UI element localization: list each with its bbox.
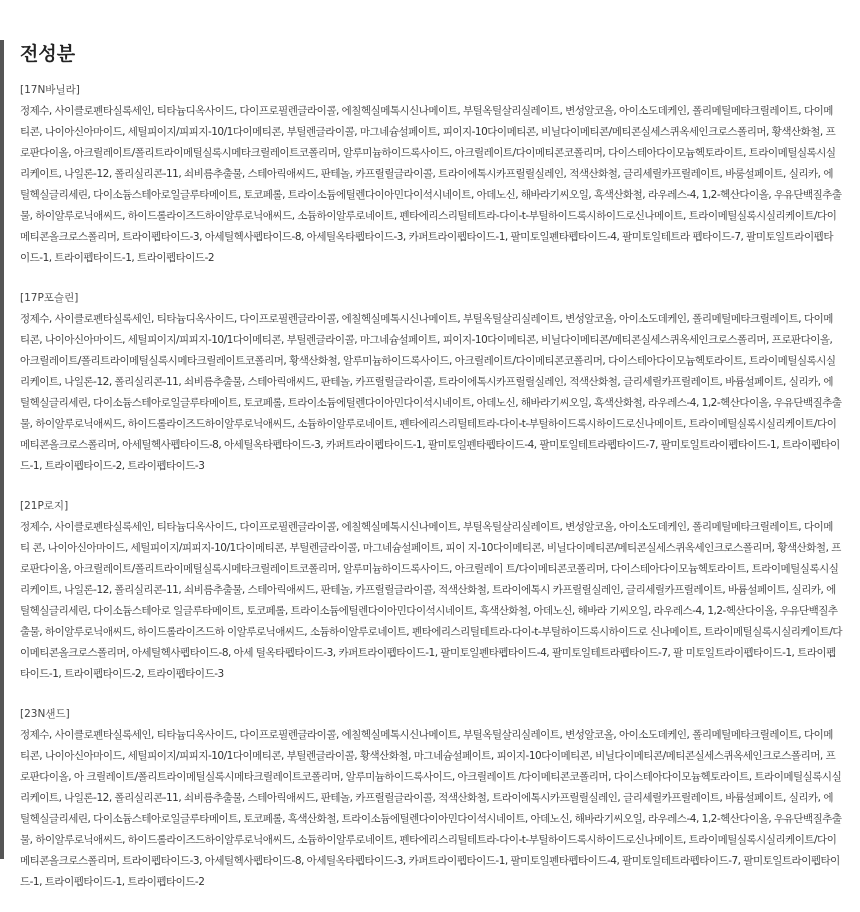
- left-accent-bar: [0, 40, 4, 859]
- ingredient-section-17p: [20, 288, 842, 477]
- section-heading: [23N샌드]: [20, 708, 70, 720]
- page-title: 전성분: [20, 43, 76, 65]
- section-heading: [17P포슬린]: [20, 292, 79, 304]
- ingredient-section-17n: [20, 80, 842, 269]
- section-heading: [17N바닐라]: [20, 84, 80, 96]
- ingredients-content: [20, 36, 842, 912]
- ingredient-list: 정제수, 사이클로펜타실록세인, 티타늄디옥사이드, 다이프로필렌글라이콜, 에칠헥실메톡시신나메이트, 부틸옥틸살리실레이트, 변성알코올, 아이소도데케인, 폴리메틸메타크릴레이트, 다이메티콘, 나이아신아마이드, 세틸피이지/피피지-10/1다이메티콘, 부틸렌글라이콜, 황색산화철, 마그네슘설페이트, 피이지-10다이메티콘, 비닐다이메티콘/메티콘실세스퀴옥세인크로스폴리머, 프로판다이올, 아 크릴레이트/폴리트라이메틸실록시메타크릴레이트코폴리머, 알루미늄하이드록사이드, 아크릴레이트 /다이메티콘코폴리머, 다이스테아다이모늄헥토라이트, 트라이메틸실록시실리케이트, 나일론-12, 폴리실리콘-11, 쇠비름추출물, 스테아릭애씨드, 판테놀, 카프릴릴글라이콜, 적색산화철, 트라이에톡시카프릴릴실레인, 글리세릴카프릴레이트, 바륨설페이트, 실리카, 에틸헥실글리세린, 다이소듐스테아로일글루타메이트, 토코페롤, 흑색산화철, 트라이소듐에틸렌다이아민다이석시네이트, 아데노신, 해바라기씨오일, 라우레스-4, 1,2-헥산다이올, 우유단백질추출물, 하이알루로닉애씨드, 하이드롤라이즈드하이알루로닉애씨드, 소듐하이알루로네이트, 펜타에리스리틸테트라-다이-t-부틸하이드록시하이드로신나메이트, 트라이메틸실록시실리케이트/다이메티콘올크로스폴리머, 트라이펩타이드-3, 아세틸헥사펩타이드-8, 아세틸옥타펩타이드-3, 카퍼트라이펩타이드-1, 팔미토일펜타펩타이드-4, 팔미토일테트라펩타이드-7, 팔미토일트라이펩타이드-1, 트라이펩타이드-1, 트라이펩타이드-2: [20, 729, 842, 888]
- ingredient-section-21p: [20, 496, 842, 685]
- ingredient-list: 정제수, 사이클로펜타실록세인, 티타늄디옥사이드, 다이프로필렌글라이콜, 에칠헥실메톡시신나메이트, 부틸옥틸살리실레이트, 변성알코올, 아이소도데케인, 폴리메틸메타크릴레이트, 다이메티 콘, 나이아신아마이드, 세틸피이지/피피지-10/1다이메티콘, 부틸렌글라이콜, 마그네슘설페이트, 피이 지-10다이메티콘, 비닐다이메티콘/메티콘실세스퀴옥세인크로스폴리머, 황색산화철, 프로판다이올, 아크릴레이트/폴리트라이메틸실록시메타크릴레이트코폴리머, 알루미늄하이드록사이드, 아크릴레이 트/다이메티콘코폴리머, 다이스테아다이모늄헥토라이트, 트라이메틸실록시실리케이트, 나일론-12, 폴리실리콘-11, 쇠비름추출물, 스테아릭애씨드, 판테놀, 카프릴릴글라이콜, 적색산화철, 트라이에톡시 카프릴릴실레인, 글리세릴카프릴레이트, 바륨설페이트, 실리카, 에틸헥실글리세린, 다이소듐스테아로 일글루타메이트, 토코페롤, 트라이소듐에틸렌다이아민다이석시네이트, 흑색산화철, 아데노신, 해바라 기씨오일, 라우레스-4, 1,2-헥산다이올, 우유단백질추출물, 하이알루로닉애씨드, 하이드롤라이즈드하 이알루로닉애씨드, 소듐하이알루로네이트, 펜타에리스리틸테트라-다이-t-부틸하이드록시하이드로 신나메이트, 트라이메틸실록시실리케이트/다이메티콘올크로스폴리머, 아세틸헥사펩타이드-8, 아세 틸옥타펩타이드-3, 카퍼트라이펩타이드-1, 팔미토일펜타펩타이드-4, 팔미토일테트라펩타이드-7, 팔 미토일트라이펩타이드-1, 트라이펩타이드-1, 트라이펩타이드-2, 트라이펩타이드-3: [20, 521, 843, 680]
- ingredient-list: 정제수, 사이클로펜타실록세인, 티타늄디옥사이드, 다이프로필렌글라이콜, 에칠헥실메톡시신나메이트, 부틸옥틸살리실레이트, 변성알코올, 아이소도데케인, 폴리메틸메타크릴레이트, 다이메티콘, 나이아신아마이드, 세틸피이지/피피지-10/1다이메티콘, 부틸렌글라이콜, 마그네슘설페이트, 피이지-10다이메티콘, 비닐다이메티콘/메티콘실세스퀴옥세인크로스폴리머, 황색산화철, 프로판다이올, 아크릴레이트/폴리트라이메틸실록시메타크릴레이트코폴리머, 알루미늄하이드록사이드, 아크릴레이트/다이메티콘코폴리머, 다이스테아다이모늄헥토라이트, 트라이메틸실록시실리케이트, 나일론-12, 폴리실리콘-11, 쇠비름추출물, 스테아릭애씨드, 판테놀, 카프릴릴글라이콜, 트라이에톡시카프릴릴실레인, 적색산화철, 글리세릴카프릴레이트, 바룸설페이트, 실리카, 에틸헥실글리세린, 다이소듐스테아로일글루타메이트, 토코페롤, 트라이소듐에틸렌다이아민다이석시네이트, 아데노신, 해바라기씨오일, 흑색산화철, 라우레스-4, 1,2-헥산다이올, 우유단백질추출물, 하이알루로닉애씨드, 하이드롤라이즈드하이알루로닉애씨드, 소듐하이알루로네이트, 펜타에리스리틸테트라-다이-t-부틸하이드록시하이드로신나메이트, 트라이메틸실록시실리케이트/다이메티콘올크로스폴리머, 트라이펩타이드-3, 아세틸헥사펩타이드-8, 아세틸옥타펩타이드-3, 카퍼트라이펩타이드-1, 팔미토일펜타펩타이드-4, 팔미토일테트라 펩타이드-7, 팔미토일트라이펩타이드-1, 트라이펩타이드-1, 트라이펩타이드-2: [20, 105, 842, 264]
- ingredient-section-23n: [20, 704, 842, 893]
- ingredient-list: 정제수, 사이클로펜타실록세인, 티타늄디옥사이드, 다이프로필렌글라이콜, 에칠헥실메톡시신나메이트, 부틸옥틸살리실레이트, 변성알코올, 아이소도데케인, 폴리메틸메타크릴레이트, 다이메티콘, 나이아신아마이드, 세틸피이지/피피지-10/1다이메티콘, 부틸렌글라이콜, 마그네슘설페이트, 피이지-10다이메티콘, 비닐다이메티콘/메티콘실세스퀴옥세인크로스폴리머, 프로판다이올, 아크릴레이트/폴리트라이메틸실록시메타크릴레이트코폴리머, 황색산화철, 알루미늄하이드록사이드, 아크릴레이트/다이메티콘코폴리머, 다이스테아다이모늄헥토라이트, 트라이메틸실록시실리케이트, 나일론-12, 폴리실리콘-11, 쇠비름추출물, 스테아릭애씨드, 판테놀, 카프릴릴글라이콜, 트라이에톡시카프릴릴실레인, 적색산화철, 글리세릴카프릴레이트, 바륨설페이트, 실리카, 에틸헥실글리세린, 다이소듐스테아로일글루타메이트, 토코페롤, 트라이소듐에틸렌다이아민다이석시네이트, 아데노신, 해바라기씨오일, 흑색산화철, 라우레스-4, 1,2-헥산다이올, 우유단백질추출물, 하이알루로닉애씨드, 하이드롤라이즈드하이알루로닉애씨드, 소듐하이알루로네이트, 펜타에리스리틸테트라-다이-t-부틸하이드록시하이드로신나메이트, 트라이메틸실록시실리케이트/다이메티콘올크로스폴리머, 아세틸헥사펩타이드-8, 아세틸옥타펩타이드-3, 카퍼트라이펩타이드-1, 팔미토일펜타펩타이드-4, 팔미토일테트라펩타이드-7, 팔미토일트라이펩타이드-1, 트라이펩타이드-1, 트라이펩타이드-2, 트라이펩타이드-3: [20, 313, 842, 472]
- section-heading: [21P로지]: [20, 500, 69, 512]
